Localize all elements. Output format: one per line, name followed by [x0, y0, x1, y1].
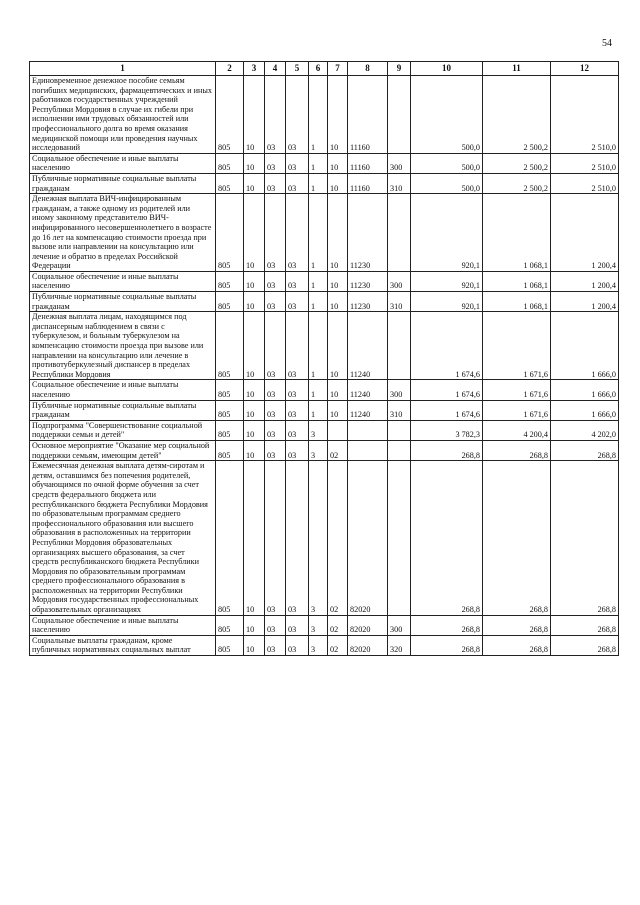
- header-cell: 8: [348, 62, 388, 76]
- amount-cell: 920,1: [411, 194, 483, 272]
- code-cell: 10: [244, 173, 265, 193]
- amount-cell: 2 510,0: [551, 173, 619, 193]
- code-cell: 1: [309, 312, 328, 380]
- header-cell: 9: [388, 62, 411, 76]
- amount-cell: 2 500,2: [483, 153, 551, 173]
- code-cell: 310: [388, 292, 411, 312]
- code-cell: 03: [265, 271, 286, 291]
- code-cell: 310: [388, 400, 411, 420]
- code-cell: 1: [309, 173, 328, 193]
- code-cell: 805: [216, 380, 244, 400]
- row-name: Социальные выплаты гражданам, кроме публичных нормативных социальных выплат: [30, 635, 216, 655]
- table-row: [30, 635, 619, 655]
- header-cell: 7: [328, 62, 348, 76]
- code-cell: 03: [265, 380, 286, 400]
- code-cell: 03: [286, 380, 309, 400]
- amount-cell: 1 666,0: [551, 380, 619, 400]
- amount-cell: 3 782,3: [411, 420, 483, 440]
- table-row: [30, 400, 619, 420]
- code-cell: 03: [286, 440, 309, 460]
- header-row: [30, 62, 619, 76]
- amount-cell: 1 674,6: [411, 312, 483, 380]
- row-name: Основное мероприятие "Оказание мер социальной поддержки семьям, имеющим детей": [30, 440, 216, 460]
- code-cell: 11160: [348, 153, 388, 173]
- amount-cell: 268,8: [411, 635, 483, 655]
- amount-cell: 1 068,1: [483, 292, 551, 312]
- code-cell: 10: [328, 153, 348, 173]
- code-cell: 82020: [348, 635, 388, 655]
- code-cell: 03: [265, 292, 286, 312]
- code-cell: [388, 194, 411, 272]
- table-row: [30, 461, 619, 616]
- code-cell: [388, 420, 411, 440]
- code-cell: [348, 440, 388, 460]
- table-row: [30, 153, 619, 173]
- row-name: Публичные нормативные социальные выплаты гражданам: [30, 292, 216, 312]
- code-cell: 03: [286, 173, 309, 193]
- code-cell: 03: [265, 420, 286, 440]
- code-cell: 10: [244, 461, 265, 616]
- amount-cell: 1 671,6: [483, 400, 551, 420]
- code-cell: 805: [216, 461, 244, 616]
- code-cell: 805: [216, 312, 244, 380]
- code-cell: 10: [244, 420, 265, 440]
- code-cell: [348, 420, 388, 440]
- code-cell: 10: [244, 194, 265, 272]
- code-cell: 1: [309, 380, 328, 400]
- code-cell: 03: [286, 400, 309, 420]
- code-cell: 10: [328, 380, 348, 400]
- code-cell: 1: [309, 400, 328, 420]
- code-cell: 300: [388, 271, 411, 291]
- code-cell: 10: [328, 271, 348, 291]
- code-cell: 03: [286, 76, 309, 154]
- table-row: [30, 440, 619, 460]
- code-cell: 3: [309, 635, 328, 655]
- code-cell: 11240: [348, 312, 388, 380]
- code-cell: 805: [216, 440, 244, 460]
- amount-cell: 268,8: [483, 615, 551, 635]
- row-name: Публичные нормативные социальные выплаты гражданам: [30, 400, 216, 420]
- row-name: Социальное обеспечение и иные выплаты населению: [30, 615, 216, 635]
- code-cell: 02: [328, 615, 348, 635]
- code-cell: 1: [309, 76, 328, 154]
- amount-cell: 500,0: [411, 153, 483, 173]
- code-cell: 03: [265, 635, 286, 655]
- code-cell: 03: [265, 173, 286, 193]
- row-name: Денежная выплата ВИЧ-инфицированным гражданам, а также одному из родителей или иному законному представителю ВИЧ-инфицированного несовершеннолетнего в возрасте до 16 лет на компенсацию стоимости проезда при вызове или направлении на консультацию или лечение и обратно в пределах Российской Федерации: [30, 194, 216, 272]
- header-cell: 10: [411, 62, 483, 76]
- amount-cell: 4 202,0: [551, 420, 619, 440]
- code-cell: 03: [286, 194, 309, 272]
- row-name: Социальное обеспечение и иные выплаты населению: [30, 153, 216, 173]
- code-cell: 10: [244, 271, 265, 291]
- amount-cell: 920,1: [411, 271, 483, 291]
- amount-cell: 268,8: [551, 461, 619, 616]
- code-cell: 3: [309, 440, 328, 460]
- amount-cell: 920,1: [411, 292, 483, 312]
- amount-cell: 268,8: [551, 635, 619, 655]
- header-cell: 5: [286, 62, 309, 76]
- code-cell: 11230: [348, 271, 388, 291]
- amount-cell: 1 674,6: [411, 380, 483, 400]
- table-row: [30, 271, 619, 291]
- header-cell: 1: [30, 62, 216, 76]
- code-cell: 03: [265, 440, 286, 460]
- amount-cell: 1 666,0: [551, 400, 619, 420]
- amount-cell: 268,8: [483, 461, 551, 616]
- code-cell: 1: [309, 271, 328, 291]
- table-row: [30, 615, 619, 635]
- code-cell: 03: [286, 615, 309, 635]
- row-name: Денежная выплата лицам, находящимся под диспансерным наблюдением в связи с туберкулезом, и больным туберкулезом на компенсацию стоимости проезда при вызове или направлении на консультацию или лечение в противотуберкулезный диспансер в пределах Республики Мордовия: [30, 312, 216, 380]
- table-row: [30, 194, 619, 272]
- amount-cell: 1 200,4: [551, 271, 619, 291]
- amount-cell: 1 068,1: [483, 194, 551, 272]
- code-cell: 03: [286, 635, 309, 655]
- code-cell: [388, 440, 411, 460]
- code-cell: 310: [388, 173, 411, 193]
- code-cell: 03: [265, 76, 286, 154]
- amount-cell: 2 500,2: [483, 76, 551, 154]
- code-cell: 11240: [348, 400, 388, 420]
- code-cell: 805: [216, 153, 244, 173]
- amount-cell: 1 666,0: [551, 312, 619, 380]
- code-cell: 11160: [348, 173, 388, 193]
- code-cell: 10: [328, 400, 348, 420]
- code-cell: 10: [244, 380, 265, 400]
- code-cell: 805: [216, 615, 244, 635]
- code-cell: 03: [286, 292, 309, 312]
- header-cell: 12: [551, 62, 619, 76]
- row-name: Ежемесячная денежная выплата детям-сиротам и детям, оставшимся без попечения родителей, обучающимся по очной форме обучения за счет средств федерального бюджета или республиканского бюджета Республики Мордовия по образовательным программам среднего профессионального образования или высшего образования в расположенных на территории Республики Мордовия образовательных организациях высшего образования, за счет средств республиканского бюджета Республики Мордовия по образовательным программам среднего профессионального образования в расположенных на территории Республики Мордовия государственных профессиональных образовательных организациях: [30, 461, 216, 616]
- code-cell: 3: [309, 461, 328, 616]
- row-name: Социальное обеспечение и иные выплаты населению: [30, 271, 216, 291]
- code-cell: 10: [244, 635, 265, 655]
- code-cell: 805: [216, 194, 244, 272]
- code-cell: 10: [328, 76, 348, 154]
- code-cell: 3: [309, 420, 328, 440]
- table-row: [30, 312, 619, 380]
- code-cell: 10: [244, 440, 265, 460]
- amount-cell: 1 671,6: [483, 380, 551, 400]
- amount-cell: 268,8: [551, 440, 619, 460]
- code-cell: 10: [328, 292, 348, 312]
- code-cell: 11240: [348, 380, 388, 400]
- row-name: Публичные нормативные социальные выплаты гражданам: [30, 173, 216, 193]
- code-cell: 11230: [348, 292, 388, 312]
- code-cell: 10: [244, 76, 265, 154]
- code-cell: 03: [265, 615, 286, 635]
- code-cell: 03: [286, 461, 309, 616]
- code-cell: 10: [328, 312, 348, 380]
- code-cell: 03: [265, 312, 286, 380]
- amount-cell: 2 510,0: [551, 76, 619, 154]
- code-cell: 1: [309, 292, 328, 312]
- code-cell: 11230: [348, 194, 388, 272]
- code-cell: 805: [216, 292, 244, 312]
- code-cell: 02: [328, 635, 348, 655]
- code-cell: 10: [244, 400, 265, 420]
- table-row: [30, 292, 619, 312]
- code-cell: [328, 420, 348, 440]
- code-cell: 10: [328, 173, 348, 193]
- code-cell: [388, 312, 411, 380]
- amount-cell: 1 068,1: [483, 271, 551, 291]
- code-cell: [388, 461, 411, 616]
- code-cell: 805: [216, 76, 244, 154]
- code-cell: 03: [265, 194, 286, 272]
- amount-cell: 1 200,4: [551, 292, 619, 312]
- code-cell: 805: [216, 420, 244, 440]
- code-cell: 02: [328, 461, 348, 616]
- row-name: Единовременное денежное пособие семьям погибших медицинских, фармацевтических и иных работников государственных учреждений Республики Мордовия в случае их гибели при исполнении ими трудовых обязанностей или профессионального долга во время оказания медицинской помощи или проведения научных исследований: [30, 76, 216, 154]
- code-cell: 03: [286, 153, 309, 173]
- amount-cell: 2 510,0: [551, 153, 619, 173]
- amount-cell: 4 200,4: [483, 420, 551, 440]
- amount-cell: 500,0: [411, 76, 483, 154]
- code-cell: 02: [328, 440, 348, 460]
- code-cell: 10: [328, 194, 348, 272]
- code-cell: 10: [244, 615, 265, 635]
- amount-cell: 268,8: [483, 635, 551, 655]
- code-cell: 1: [309, 194, 328, 272]
- code-cell: 03: [265, 461, 286, 616]
- code-cell: 805: [216, 635, 244, 655]
- amount-cell: 268,8: [551, 615, 619, 635]
- amount-cell: 1 674,6: [411, 400, 483, 420]
- amount-cell: 1 671,6: [483, 312, 551, 380]
- header-cell: 11: [483, 62, 551, 76]
- code-cell: 300: [388, 615, 411, 635]
- header-cell: 3: [244, 62, 265, 76]
- code-cell: 10: [244, 292, 265, 312]
- table-row: [30, 420, 619, 440]
- row-name: Подпрограмма "Совершенствование социальной поддержки семьи и детей": [30, 420, 216, 440]
- amount-cell: 1 200,4: [551, 194, 619, 272]
- code-cell: 82020: [348, 615, 388, 635]
- code-cell: 805: [216, 173, 244, 193]
- code-cell: 03: [286, 271, 309, 291]
- code-cell: 3: [309, 615, 328, 635]
- code-cell: 300: [388, 153, 411, 173]
- table-row: [30, 173, 619, 193]
- amount-cell: 268,8: [411, 461, 483, 616]
- code-cell: 03: [286, 312, 309, 380]
- page-number: 54: [602, 38, 612, 49]
- amount-cell: 268,8: [411, 615, 483, 635]
- code-cell: 82020: [348, 461, 388, 616]
- code-cell: 11160: [348, 76, 388, 154]
- row-name: Социальное обеспечение и иные выплаты населению: [30, 380, 216, 400]
- table-row: [30, 76, 619, 154]
- code-cell: [388, 76, 411, 154]
- header-cell: 4: [265, 62, 286, 76]
- code-cell: 10: [244, 312, 265, 380]
- code-cell: 300: [388, 380, 411, 400]
- code-cell: 03: [265, 153, 286, 173]
- budget-table: [29, 61, 619, 656]
- code-cell: 1: [309, 153, 328, 173]
- header-cell: 6: [309, 62, 328, 76]
- table-row: [30, 380, 619, 400]
- code-cell: 10: [244, 153, 265, 173]
- amount-cell: 500,0: [411, 173, 483, 193]
- amount-cell: 2 500,2: [483, 173, 551, 193]
- code-cell: 320: [388, 635, 411, 655]
- code-cell: 805: [216, 271, 244, 291]
- code-cell: 03: [265, 400, 286, 420]
- code-cell: 03: [286, 420, 309, 440]
- code-cell: 805: [216, 400, 244, 420]
- amount-cell: 268,8: [483, 440, 551, 460]
- header-cell: 2: [216, 62, 244, 76]
- amount-cell: 268,8: [411, 440, 483, 460]
